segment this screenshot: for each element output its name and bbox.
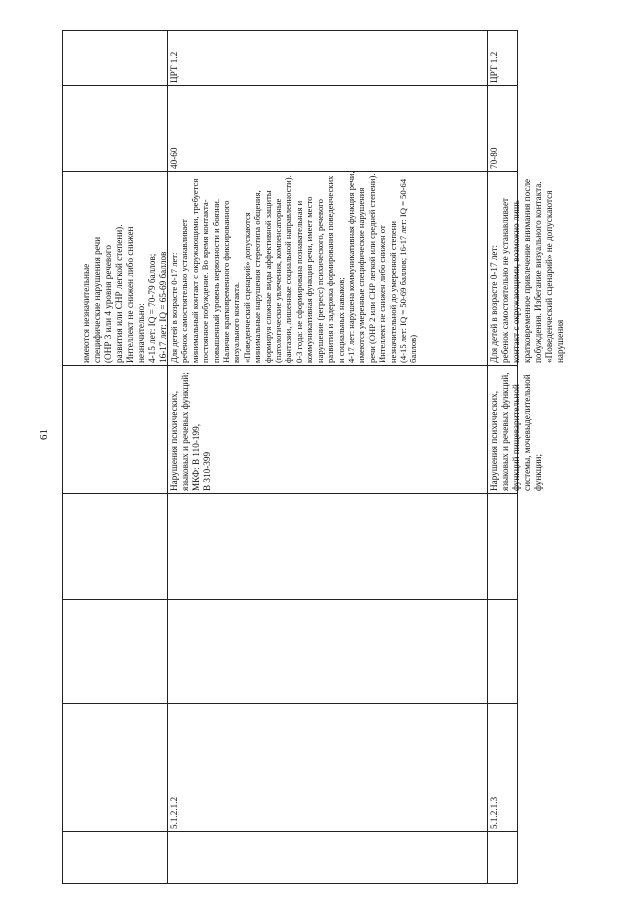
row-divider [63, 599, 517, 600]
row-divider [63, 85, 517, 86]
record-divider [487, 31, 488, 883]
record-3-percent: 70-80 [489, 147, 499, 169]
row-divider [63, 365, 517, 366]
record-2-disorder: Нарушения психических, языковых и речевых функций; МКФ: В 110-199, В 310-399 [169, 372, 212, 491]
row-divider [63, 493, 517, 494]
record-2-criterion: ЦРТ 1.2 [169, 51, 179, 83]
record-2-description: Для детей в возрасте 0-17 лет: ребенок самостоятельно устанавливает минимальный контакт с окружающими, требуется постоянное побуждение. Во время контакта-повышенный уровень нервозности и боязни. Наличие кратковременного фиксированного визуального контакта. «Поведенческий сценарий» допускаются минимальные нарушения стереотипа общения, формируя сложные виды аффективной защиты (патологические увлечения, компенсаторные фантазии, лишенные социальной направленности). 0-3 года: не сформирована познавательная и коммуникативная функция речи, имеет место нарушение (регресс) психического, речевого развития и задержка формирования поведенческих и социальных навыков; 4-17 лет: нарушена коммуникативная функция речи, имеются умеренные специфические нарушения речи (ОНР 2 или СНР легкой или средней степени). Интеллект не снижен либо снижен от незначительной до умеренной степени (4-15 лет: IQ = 50-69 баллов; 16-17 лет: IQ = 50-64 баллов) [169, 171, 419, 363]
page-number: 61 [38, 429, 50, 440]
row-divider [63, 703, 517, 704]
rotated-table [62, 30, 565, 884]
row-divider [63, 831, 517, 832]
record-2-code: 5.1.2.1.2 [169, 796, 179, 829]
record-3-disorder: Нарушения психических, языковых и речевых функций, функций пищеварительной системы, мочевыделительной функции; [489, 370, 543, 491]
record-3-description: Для детей в возрасте 0-17 лет: ребенок самостоятельно не устанавливает контакт с окружающими, возможно лишь кратковременное привлечение внимания после побуждения. Избегание визуального контакта. «Поведенческий сценарий» не допускаются нарушения [489, 178, 565, 363]
record-2-percent: 40-60 [169, 147, 179, 169]
record-divider [167, 31, 168, 883]
record-3-code: 5.1.2.1.3 [489, 796, 499, 829]
record-1-description: имеются незначительные специфические нарушения речи (ОНР 3 или 4 уровня речевого развития или СНР легкой степени). Интеллект не снижен либо снижен незначительно: 4-15 лет: IQ = 70-79 баллов; 16-17 лет: IQ = 65-69 баллов [81, 224, 168, 363]
record-3-criterion: ЦРТ 1.2 [489, 51, 499, 83]
